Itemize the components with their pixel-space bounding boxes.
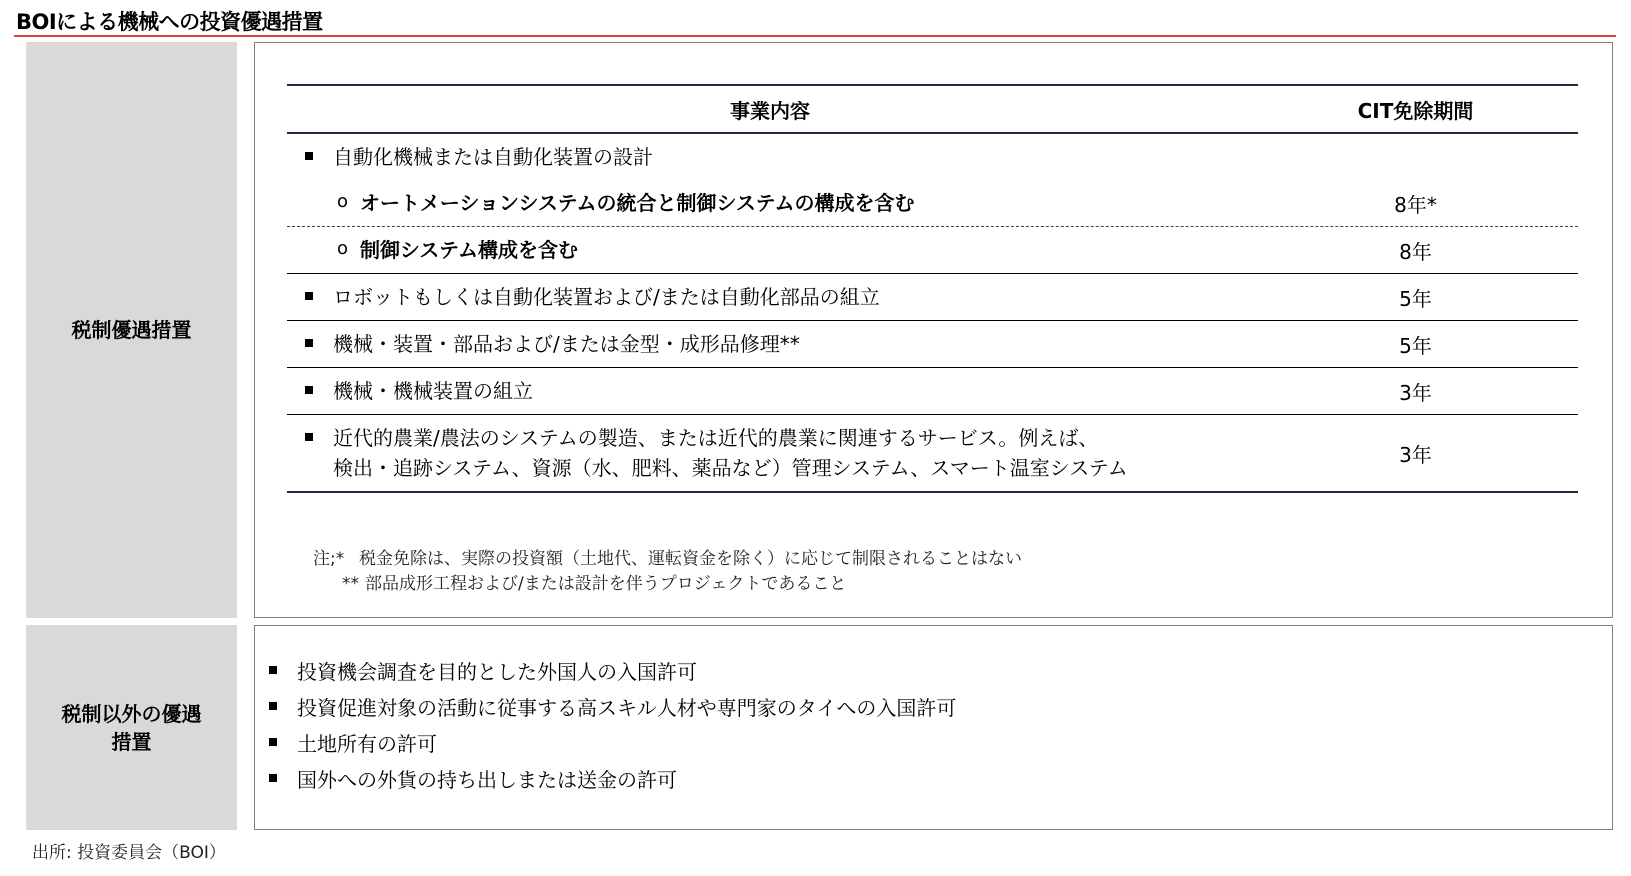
source-note: 出所: 投資委員会（BOI） — [32, 843, 226, 863]
note-marker-2: ** — [342, 574, 359, 594]
list-item-text: 投資機会調査を目的とした外国人の入国許可 — [297, 659, 697, 684]
bullet-icon — [305, 386, 313, 394]
row-period: 3年 — [1399, 442, 1432, 467]
non-tax-label-line2: 措置 — [111, 729, 152, 754]
incentive-table — [287, 84, 1578, 493]
row-business: 自動化機械または自動化装置の設計 — [333, 145, 653, 169]
note-2: 部品成形工程および/または設計を伴うプロジェクトであること — [365, 574, 847, 594]
row-period: 8年* — [1394, 192, 1437, 217]
table-row — [287, 227, 1578, 274]
non-tax-incentive-panel — [254, 625, 1613, 830]
table-row — [287, 134, 1578, 180]
bullet-icon — [305, 433, 313, 441]
list-item — [269, 724, 956, 760]
bullet-icon — [269, 666, 277, 674]
row-business: 制御システム構成を含む — [360, 238, 579, 262]
bullet-icon — [305, 339, 313, 347]
table-row — [287, 415, 1578, 493]
row-period: 3年 — [1399, 380, 1432, 405]
row-business: オートメーションシステムの統合と制御システムの構成を含む — [360, 191, 915, 215]
row-business-line1: 近代的農業/農法のシステムの製造、または近代的農業に関連するサービス。例えば、 — [333, 426, 1099, 450]
row-business-line2: 検出・追跡システム、資源（水、肥料、薬品など）管理システム、スマート温室システム — [333, 456, 1128, 480]
sub-bullet-icon: o — [337, 191, 349, 212]
row-business: ロボットもしくは自動化装置および/または自動化部品の組立 — [333, 285, 880, 309]
row-period: 5年 — [1399, 286, 1432, 311]
table-header — [287, 84, 1578, 134]
list-item — [269, 652, 956, 688]
bullet-icon — [269, 738, 277, 746]
note-1: 税金免除は、実際の投資額（土地代、運転資金を除く）に応じて制限されることはない — [359, 549, 1022, 569]
bullet-icon — [305, 292, 313, 300]
non-tax-list — [269, 652, 956, 796]
table-row — [287, 274, 1578, 321]
tax-incentive-label-text: 税制優遇措置 — [71, 318, 192, 342]
header-business: 事業内容 — [730, 98, 810, 123]
note-prefix: 注;* — [313, 549, 345, 569]
non-tax-label-line1: 税制以外の優遇 — [61, 701, 202, 726]
row-period: 8年 — [1399, 239, 1432, 264]
list-item-text: 投資促進対象の活動に従事する高スキル人材や専門家のタイへの入国許可 — [297, 695, 957, 720]
header-period: CIT免除期間 — [1357, 98, 1474, 123]
table-row — [287, 321, 1578, 368]
tax-incentive-label — [26, 42, 237, 618]
page-title: BOIによる機械への投資優遇措置 — [16, 10, 323, 34]
bullet-icon — [305, 152, 313, 160]
bullet-icon — [269, 774, 277, 782]
sub-bullet-icon: o — [337, 238, 349, 259]
list-item — [269, 688, 956, 724]
table-row — [287, 368, 1578, 415]
list-item — [269, 760, 956, 796]
bullet-icon — [269, 702, 277, 710]
row-business: 機械・装置・部品および/または金型・成形品修理** — [333, 332, 800, 356]
footnotes — [313, 547, 1022, 597]
row-business: 機械・機械装置の組立 — [333, 379, 533, 403]
table-row — [287, 180, 1578, 227]
row-period: 5年 — [1399, 333, 1432, 358]
non-tax-incentive-label — [26, 625, 237, 830]
list-item-text: 土地所有の許可 — [297, 731, 437, 756]
title-underline — [14, 35, 1616, 37]
list-item-text: 国外への外貨の持ち出しまたは送金の許可 — [297, 767, 677, 792]
tax-incentive-panel — [254, 42, 1613, 618]
